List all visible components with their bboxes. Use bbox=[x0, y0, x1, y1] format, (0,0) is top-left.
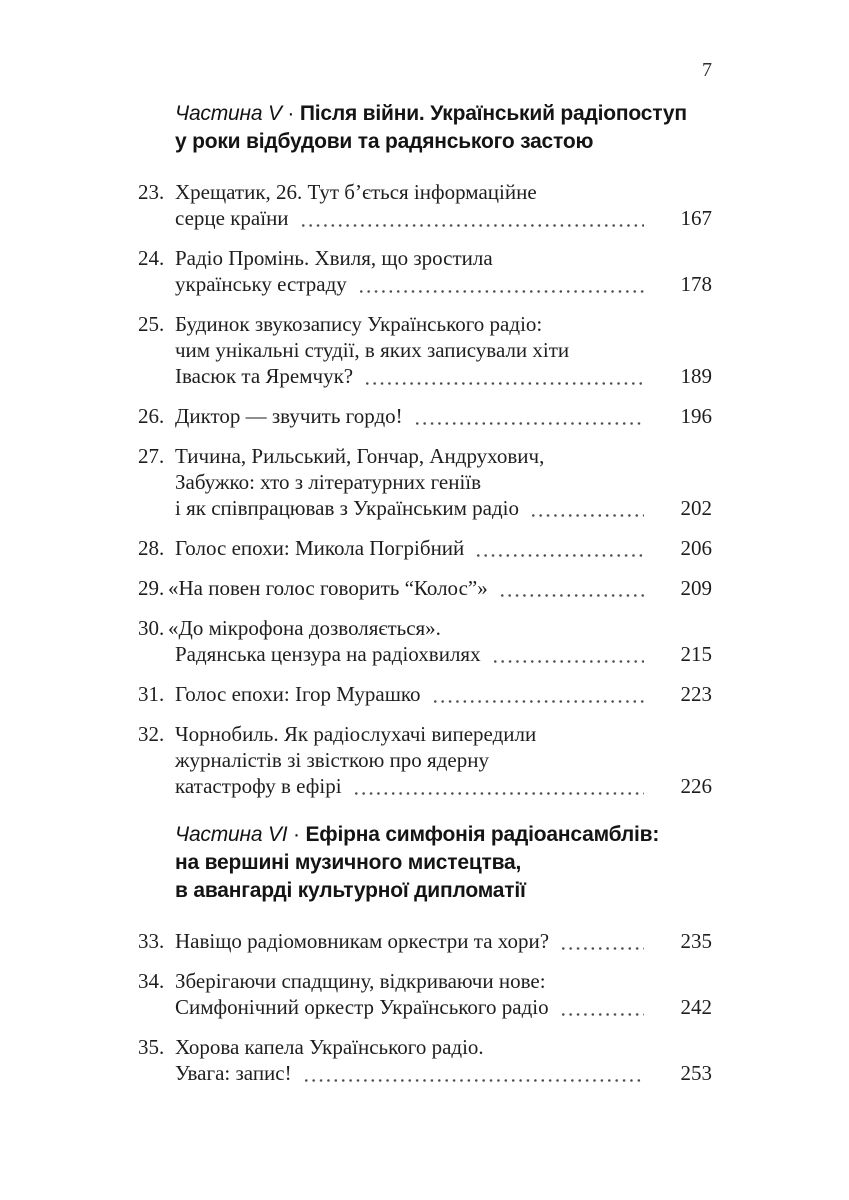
entry-page-number: 206 bbox=[680, 536, 712, 560]
entry-number: 26. bbox=[138, 404, 165, 428]
entry-line bbox=[175, 337, 712, 363]
toc-entry[interactable] bbox=[138, 443, 712, 521]
dot-leader bbox=[501, 590, 644, 601]
toc-entry[interactable] bbox=[138, 535, 712, 561]
entry-title-text: серце країни bbox=[175, 206, 289, 230]
toc-entry[interactable] bbox=[138, 245, 712, 297]
entry-body bbox=[175, 968, 712, 1020]
part-title: Після війни. Український радіопоступ у роки відбудови та радянського застою bbox=[175, 102, 687, 153]
entry-body bbox=[175, 721, 712, 799]
part-label: Частина V bbox=[175, 102, 288, 125]
toc-entry[interactable] bbox=[138, 311, 712, 389]
entry-line bbox=[175, 773, 712, 799]
dot-leader bbox=[532, 510, 644, 521]
page-number: 7 bbox=[702, 59, 712, 81]
entry-line bbox=[175, 271, 712, 297]
dot-leader bbox=[494, 656, 644, 667]
entry-body bbox=[175, 681, 712, 707]
entry-title-text: Будинок звукозапису Українського радіо: bbox=[175, 312, 543, 336]
entry-number: 27. bbox=[138, 444, 165, 468]
toc-entry[interactable] bbox=[138, 1034, 712, 1086]
part-separator: · bbox=[287, 102, 300, 125]
entry-body bbox=[168, 615, 712, 667]
entry-line bbox=[175, 1060, 712, 1086]
entry-page-number: 235 bbox=[680, 929, 712, 953]
entry-title-text: Хорова капела Українського радіо. bbox=[175, 1035, 484, 1059]
entry-line bbox=[168, 615, 712, 641]
entry-title-text: катастрофу в ефірі bbox=[175, 774, 342, 798]
entry-number: 30. bbox=[138, 616, 165, 640]
entry-title-text: «До мікрофона дозволяється». bbox=[168, 616, 441, 640]
entry-page-number: 167 bbox=[680, 206, 712, 230]
entry-page-number: 178 bbox=[680, 272, 712, 296]
entry-title-text: і як співпрацював з Українським радіо bbox=[175, 496, 519, 520]
entry-body bbox=[175, 928, 712, 954]
toc-entry[interactable] bbox=[138, 179, 712, 231]
toc-entry[interactable] bbox=[138, 721, 712, 799]
entry-line bbox=[175, 363, 712, 389]
entry-line bbox=[175, 469, 712, 495]
part-separator: · bbox=[293, 823, 306, 846]
toc-parts bbox=[138, 100, 712, 1086]
dot-leader bbox=[302, 220, 644, 231]
entry-body bbox=[175, 443, 712, 521]
entry-line bbox=[175, 205, 712, 231]
entry-page-number: 196 bbox=[680, 404, 712, 428]
entry-title-text: Чорнобиль. Як радіослухачі випередили bbox=[175, 722, 537, 746]
entry-title-text: «На повен голос говорить “Колос”» bbox=[168, 576, 488, 600]
entry-line bbox=[175, 681, 712, 707]
entry-page-number: 223 bbox=[680, 682, 712, 706]
dot-leader bbox=[477, 550, 644, 561]
dot-leader bbox=[562, 1009, 644, 1020]
part-section bbox=[138, 821, 712, 1086]
part-title: Ефірна симфонія радіоансамблів: на вершині музичного мистецтва, в авангарді культурної дипломатії bbox=[175, 823, 660, 902]
entry-body bbox=[175, 245, 712, 297]
entry-list bbox=[138, 928, 712, 1086]
entry-number: 31. bbox=[138, 682, 165, 706]
entry-body bbox=[175, 403, 712, 429]
entry-body bbox=[175, 179, 712, 231]
entry-line bbox=[168, 575, 712, 601]
dot-leader bbox=[562, 943, 644, 954]
entry-number: 23. bbox=[138, 180, 165, 204]
entry-line bbox=[175, 443, 712, 469]
dot-leader bbox=[416, 418, 644, 429]
toc-entry[interactable] bbox=[138, 615, 712, 667]
entry-line bbox=[175, 311, 712, 337]
entry-number: 33. bbox=[138, 929, 165, 953]
entry-title-text: журналістів зі звісткою про ядерну bbox=[175, 748, 489, 772]
entry-body bbox=[175, 535, 712, 561]
entry-title-text: Навіщо радіомовникам оркестри та хори? bbox=[175, 929, 550, 953]
entry-number: 32. bbox=[138, 722, 165, 746]
entry-body bbox=[175, 1034, 712, 1086]
part-section bbox=[138, 100, 712, 799]
entry-number: 25. bbox=[138, 312, 165, 336]
entry-line bbox=[175, 403, 712, 429]
entry-title-text: Івасюк та Яремчук? bbox=[175, 364, 354, 388]
entry-list bbox=[138, 179, 712, 799]
entry-line bbox=[175, 641, 712, 667]
toc-entry[interactable] bbox=[138, 403, 712, 429]
dot-leader bbox=[366, 378, 644, 389]
entry-line bbox=[175, 747, 712, 773]
entry-page-number: 215 bbox=[680, 642, 712, 666]
entry-title-text: Голос епохи: Ігор Мурашко bbox=[175, 682, 421, 706]
entry-title-text: українську естраду bbox=[175, 272, 347, 296]
entry-body bbox=[168, 575, 712, 601]
entry-title-text: Радіо Промінь. Хвиля, що зростила bbox=[175, 246, 493, 270]
dot-leader bbox=[434, 696, 644, 707]
entry-title-text: Тичина, Рильський, Гончар, Андрухович, bbox=[175, 444, 545, 468]
toc-entry[interactable] bbox=[138, 575, 712, 601]
entry-page-number: 189 bbox=[680, 364, 712, 388]
toc-entry[interactable] bbox=[138, 968, 712, 1020]
toc-entry[interactable] bbox=[138, 928, 712, 954]
entry-title-text: Радянська цензура на радіохвилях bbox=[175, 642, 481, 666]
entry-body bbox=[175, 311, 712, 389]
dot-leader bbox=[305, 1075, 644, 1086]
entry-line bbox=[175, 721, 712, 747]
entry-title-text: Симфонічний оркестр Українського радіо bbox=[175, 995, 549, 1019]
entry-line bbox=[175, 1034, 712, 1060]
toc-entry[interactable] bbox=[138, 681, 712, 707]
entry-title-text: Забужко: хто з літературних геніїв bbox=[175, 470, 482, 494]
entry-title-text: чим унікальні студії, в яких записували хіти bbox=[175, 338, 570, 362]
entry-line bbox=[175, 928, 712, 954]
entry-line bbox=[175, 968, 712, 994]
entry-page-number: 209 bbox=[680, 576, 712, 600]
entry-number: 28. bbox=[138, 536, 165, 560]
entry-line bbox=[175, 245, 712, 271]
entry-number: 29. bbox=[138, 576, 165, 600]
entry-line bbox=[175, 535, 712, 561]
entry-title-text: Хрещатик, 26. Тут б’ється інформаційне bbox=[175, 180, 537, 204]
entry-number: 24. bbox=[138, 246, 165, 270]
entry-title-text: Голос епохи: Микола Погрібний bbox=[175, 536, 465, 560]
table-of-contents bbox=[138, 100, 712, 1100]
entry-page-number: 253 bbox=[680, 1061, 712, 1085]
entry-page-number: 226 bbox=[680, 774, 712, 798]
entry-title-text: Увага: запис! bbox=[175, 1061, 292, 1085]
entry-number: 34. bbox=[138, 969, 165, 993]
entry-line bbox=[175, 495, 712, 521]
entry-line bbox=[175, 179, 712, 205]
dot-leader bbox=[355, 788, 644, 799]
entry-title-text: Диктор — звучить гордо! bbox=[175, 404, 403, 428]
entry-page-number: 202 bbox=[680, 496, 712, 520]
part-heading bbox=[175, 100, 712, 156]
dot-leader bbox=[360, 286, 644, 297]
part-heading bbox=[175, 821, 712, 905]
part-label: Частина VI bbox=[175, 823, 294, 846]
entry-title-text: Зберігаючи спадщину, відкриваючи нове: bbox=[175, 969, 546, 993]
entry-line bbox=[175, 994, 712, 1020]
entry-page-number: 242 bbox=[680, 995, 712, 1019]
entry-number: 35. bbox=[138, 1035, 165, 1059]
